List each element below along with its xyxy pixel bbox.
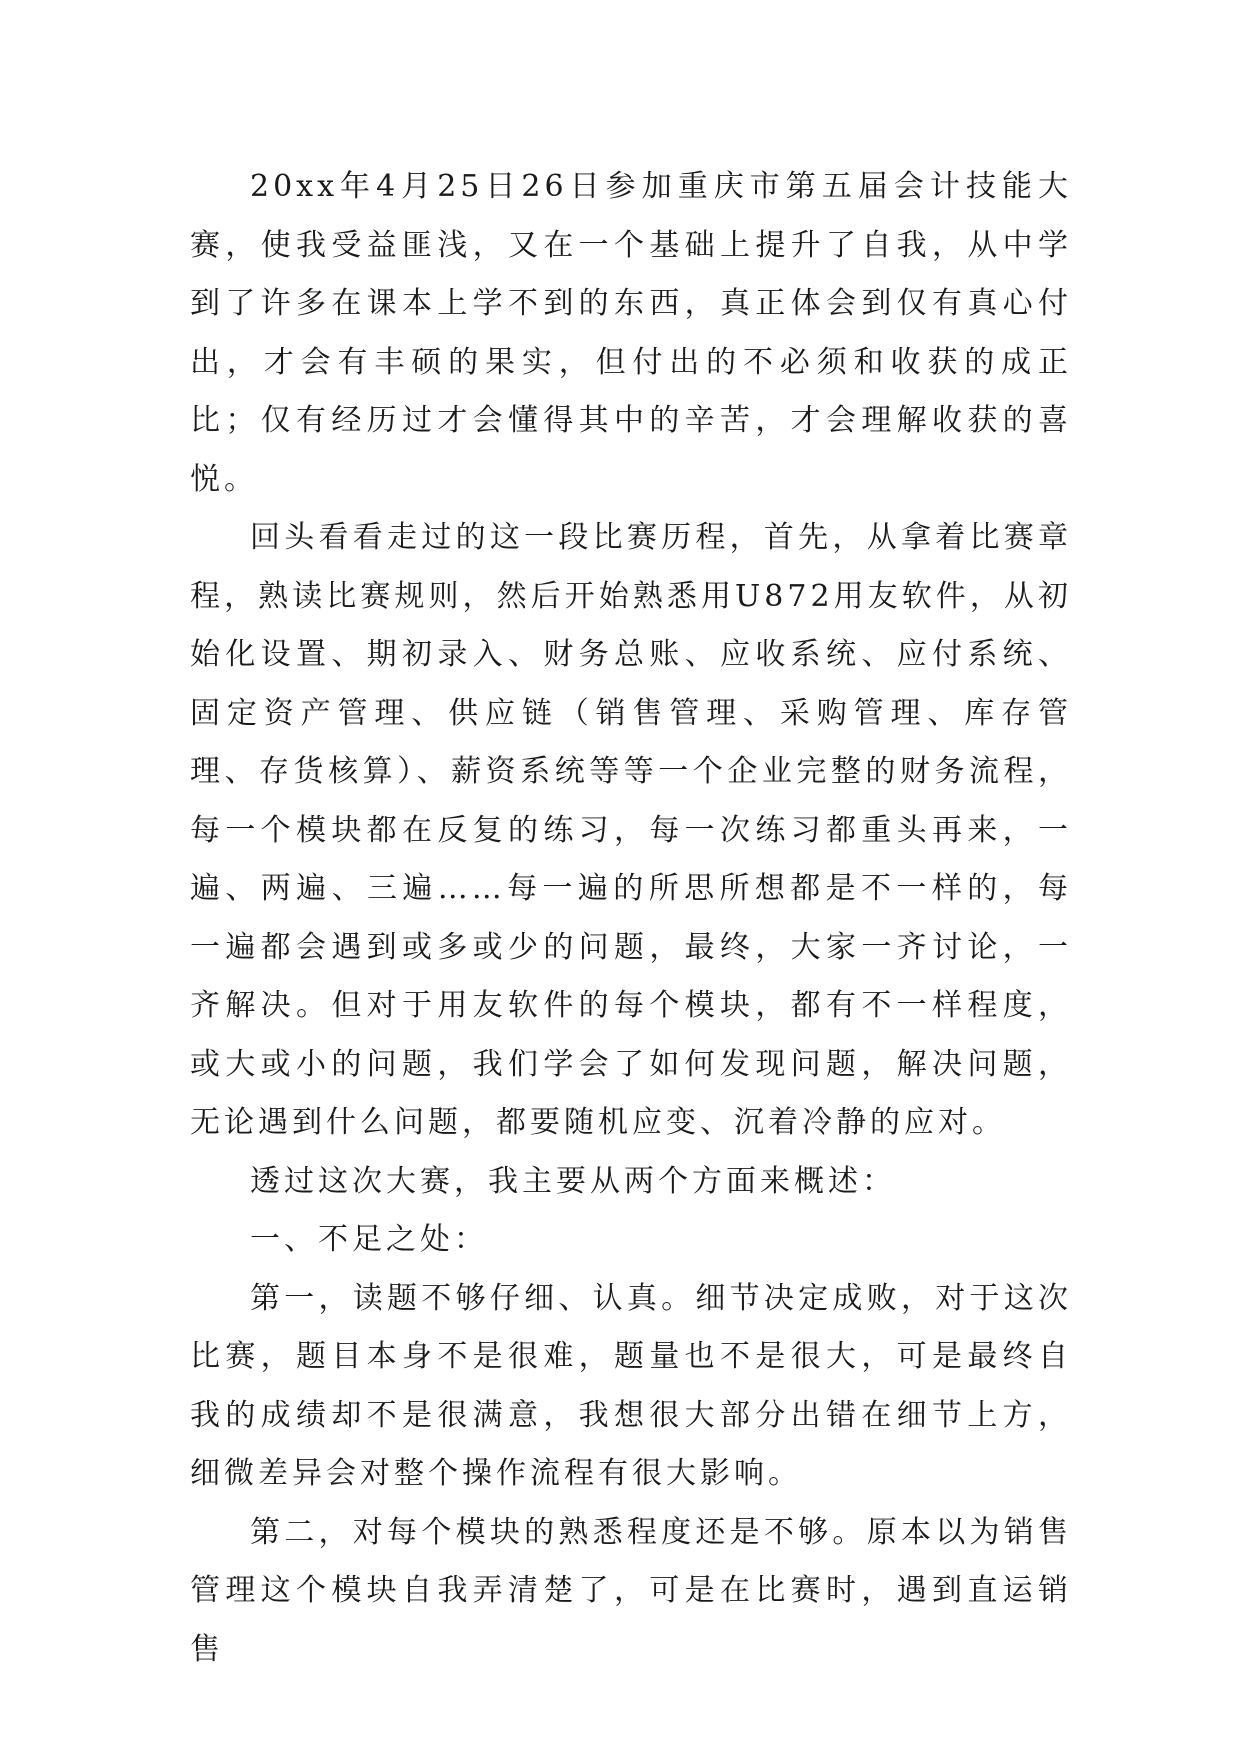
section-heading-shortcomings: 一、不足之处： bbox=[250, 1222, 488, 1257]
paragraph-overview: 透过这次大赛，我主要从两个方面来概述： bbox=[250, 1163, 896, 1199]
paragraph-point-two: 第二，对每个模块的熟悉程度还是不够。原本以为销售管理这个模块自我弄清楚了，可是在比赛时，遇到直运销售 bbox=[190, 1514, 1072, 1667]
document-body bbox=[190, 158, 1072, 1679]
paragraph-review: 回头看看走过的这一段比赛历程，首先，从拿着比赛章程，熟读比赛规则，然后开始熟悉用U872用友软件，从初始化设置、期初录入、财务总账、应收系统、应付系统、固定资产管理、供应链（销售管理、采购管理、库存管理、存货核算）、薪资系统等等一个企业完整的财务流程，每一个模块都在反复的练习，每一次练习都重头再来，一遍、两遍、三遍……每一遍的所思所想都是不一样的，每一遍都会遇到或多或少的问题，最终，大家一齐讨论，一齐解决。但对于用友软件的每个模块，都有不一样程度，或大或小的问题，我们学会了如何发现问题，解决问题，无论遇到什么问题，都要随机应变、沉着冷静的应对。 bbox=[190, 520, 1072, 1140]
paragraph-intro: 20xx年4月25日26日参加重庆市第五届会计技能大赛，使我受益匪浅，又在一个基础上提升了自我，从中学到了许多在课本上学不到的东西，真正体会到仅有真心付出，才会有丰硕的果实，但付出的不必须和收获的成正比；仅有经历过才会懂得其中的辛苦，才会理解收获的喜悦。 bbox=[190, 169, 1072, 497]
paragraph-point-one: 第一，读题不够仔细、认真。细节决定成败，对于这次比赛，题目本身不是很难，题量也不是很大，可是最终自我的成绩却不是很满意，我想很大部分出错在细节上方，细微差异会对整个操作流程有很大影响。 bbox=[190, 1280, 1072, 1491]
